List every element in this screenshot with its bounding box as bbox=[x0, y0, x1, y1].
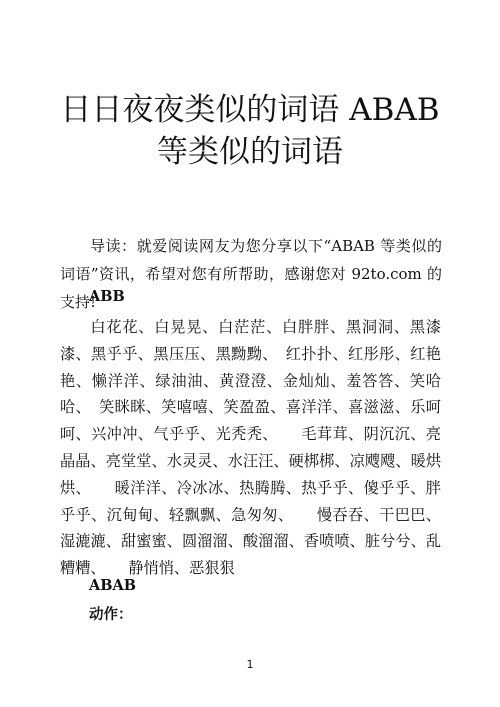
document-title-line-2: 等类似的词语 bbox=[157, 134, 343, 170]
page-number: 1 bbox=[246, 658, 254, 671]
section-heading-abb: ABB bbox=[89, 288, 125, 305]
intro-paragraph: 导读：就爱阅读网友为您分享以下“ABAB 等类似的词语”资讯，希望对您有所帮助，感谢您对 92to.com 的支持! bbox=[60, 237, 442, 311]
subheading-actions: 动作： bbox=[89, 606, 133, 623]
section-heading-abab: ABAB bbox=[89, 577, 137, 594]
abb-word-list: 白花花、白晃晃、白茫茫、白胖胖、黑洞洞、黑漆漆、黑乎乎、黑压压、黑黝黝、 红扑扑、红彤彤、红艳艳、懒洋洋、绿油油、黄澄澄、金灿灿、羞答答、笑哈哈、 笑眯眯、笑嘻嘻、笑盈盈、喜洋洋、喜滋滋、乐呵呵、兴冲冲、气乎乎、光秃秃、 毛茸茸、阴沉沉、亮晶晶、亮堂堂、水灵灵、水汪汪、硬梆梆、凉飕飕、暖烘烘、 暖洋洋、冷冰冰、热腾腾、热乎乎、傻乎乎、胖乎乎、沉甸甸、轻飘飘、急匆匆、 慢吞吞、干巴巴、湿漉漉、甜蜜蜜、圆溜溜、酸溜溜、香喷喷、脏兮兮、乱糟糟、 静悄悄、恶狠狠 bbox=[60, 318, 441, 578]
document-title-line-1: 日日夜夜类似的词语 ABAB bbox=[60, 92, 440, 128]
